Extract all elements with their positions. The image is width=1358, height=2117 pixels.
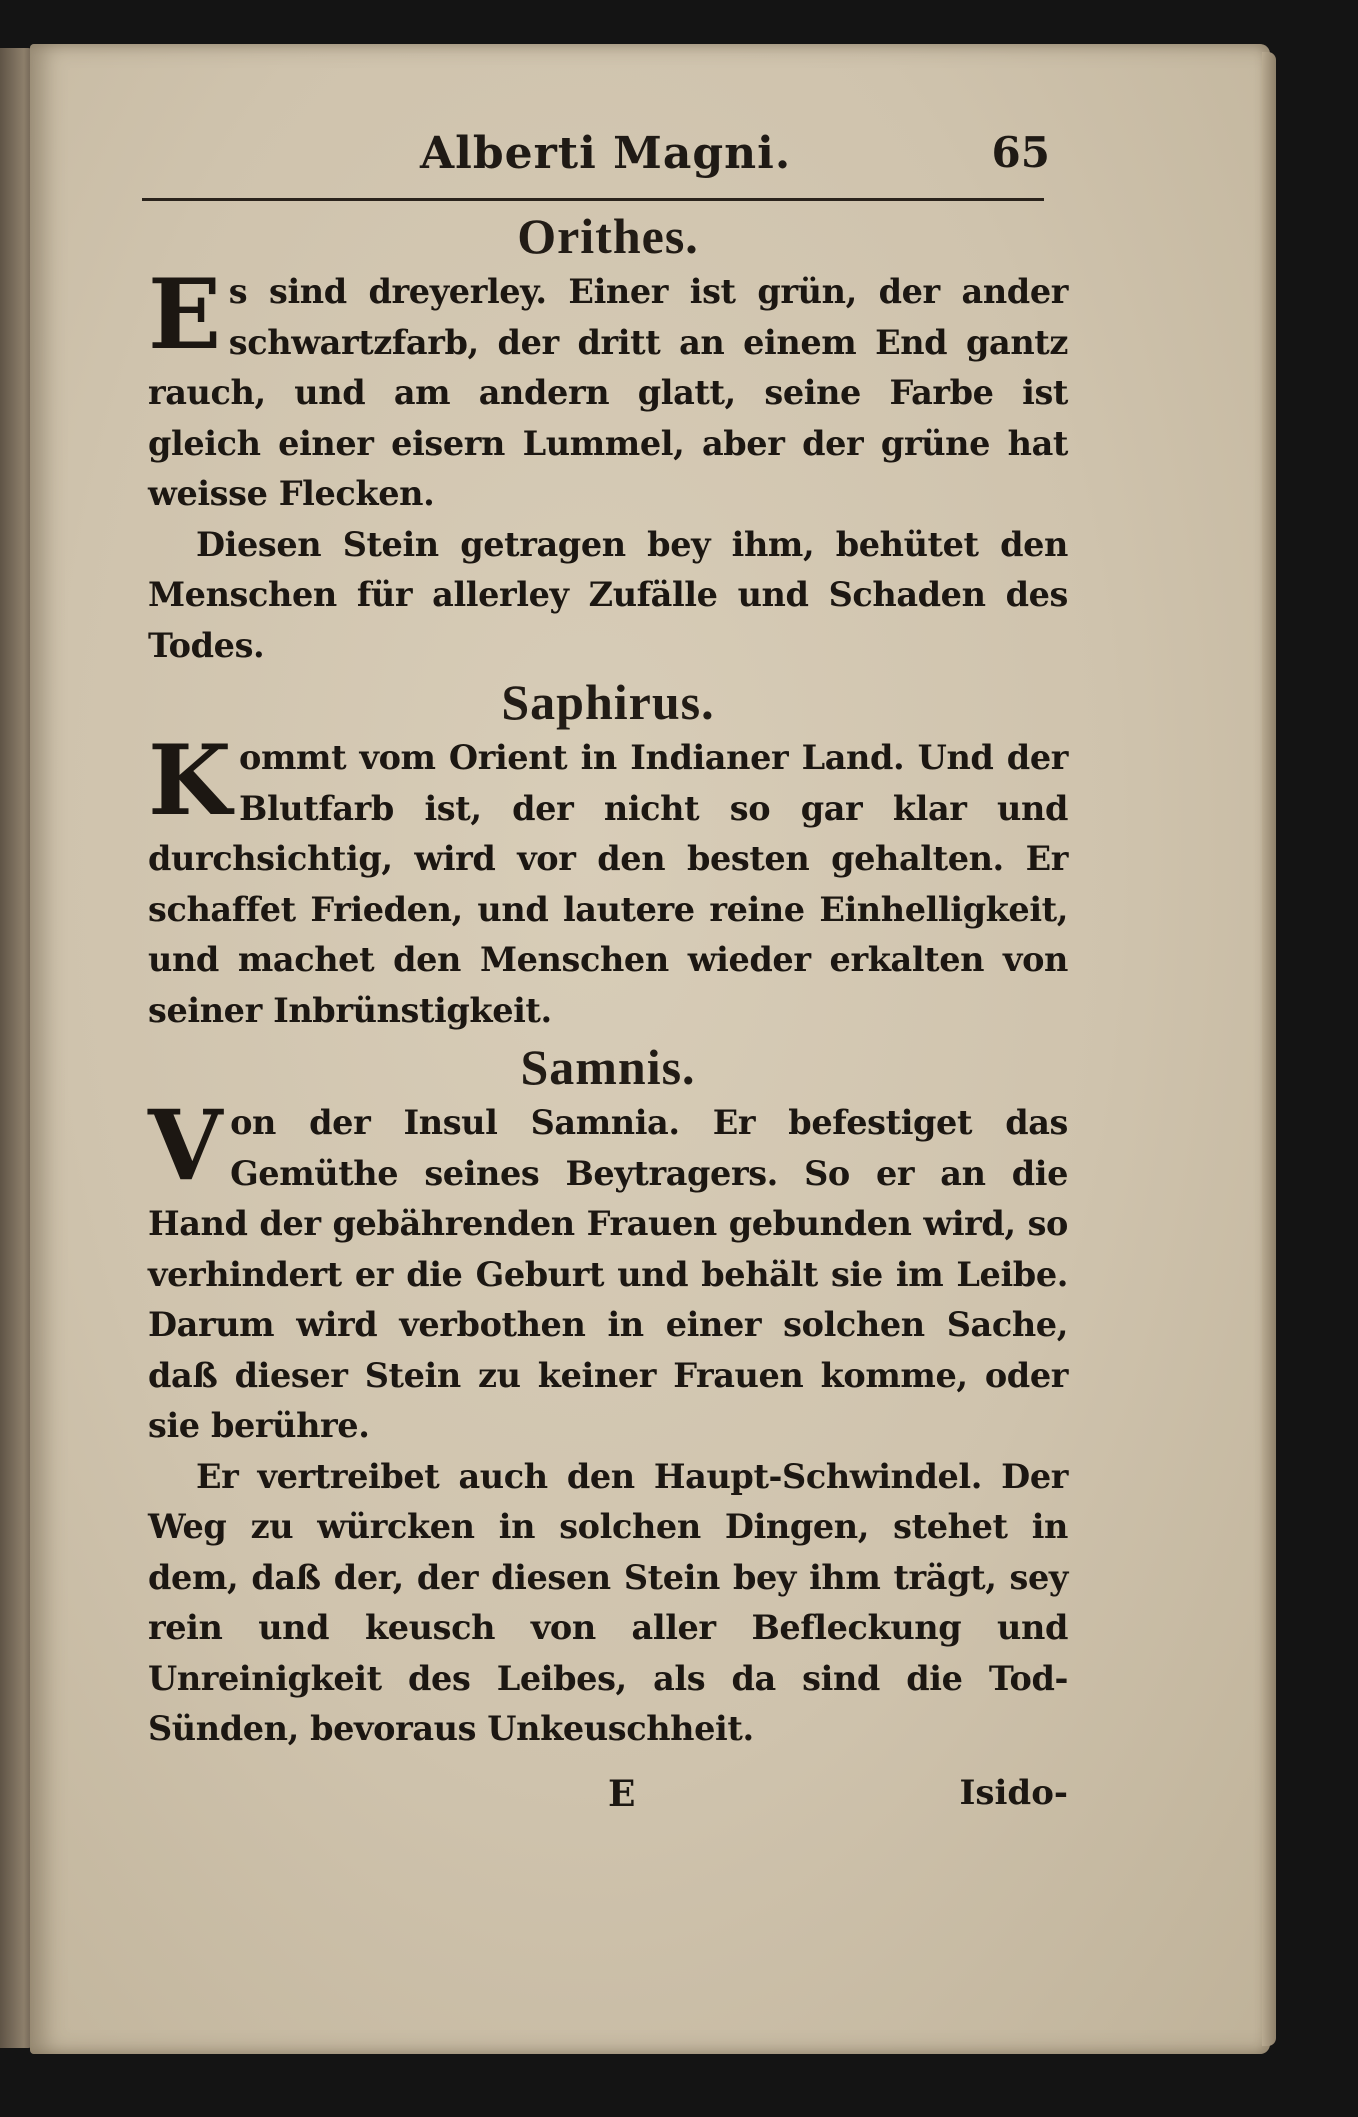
- signature-mark: E: [608, 1772, 636, 1815]
- drop-cap: E: [148, 258, 221, 371]
- paragraph-samnis-1: [148, 1089, 1068, 1452]
- paragraph-orithes-1: [148, 258, 1068, 520]
- text-block: [148, 205, 1068, 1833]
- page-number: 65: [991, 128, 1050, 177]
- paragraph-text: ommt vom Orient in Indianer Land. Und der Blutfarb ist, der nicht so gar klar und durchsichtig, wird vor den besten gehalten. Er schaffet Frieden, und lautere reine Einhelligkeit, und machet den Menschen wieder erkalten von seiner Inbrünstigkeit.: [148, 738, 1068, 1030]
- section-heading-orithes: Orithes.: [517, 208, 699, 264]
- paragraph-orithes-2: Diesen Stein getragen bey ihm, behütet den Menschen für allerley Zufälle und Schaden des Todes.: [148, 524, 1068, 665]
- catchword: Isido-: [959, 1772, 1068, 1813]
- paragraph-samnis-2: Er vertreibet auch den Haupt-Schwindel. Der Weg zu würcken in solchen Dingen, stehet in dem, daß der, der diesen Stein bey ihm trägt, sey rein und keusch von aller Befleckung und Unreinigkeit des Leibes, als da sind die Tod-Sünden, bevoraus Unkeuschheit.: [148, 1456, 1068, 1748]
- paragraph-text: on der Insul Samnia. Er befestiget das Gemüthe seines Beytragers. So er an die Hand der gebährenden Frauen gebunden wird, so verhindert er die Geburt und behält sie im Leibe. Darum wird verbothen in einer solchen Sache, daß dieser Stein zu keiner Frauen komme, oder sie berühre.: [148, 1103, 1068, 1445]
- page-fore-edge: [1262, 52, 1276, 2046]
- drop-cap: K: [148, 724, 232, 837]
- paragraph-saphirus-1: [148, 724, 1068, 1036]
- paragraph-text: s sind dreyerley. Einer ist grün, der ander schwartzfarb, der dritt an einem End gantz rauch, und am andern glatt, seine Farbe ist gleich einer eisern Lummel, aber der grüne hat weisse Flecken.: [148, 272, 1068, 513]
- running-title: Alberti Magni.: [420, 128, 792, 179]
- drop-cap: V: [148, 1089, 223, 1202]
- header-rule: [142, 198, 1044, 201]
- section-heading-samnis: Samnis.: [520, 1039, 696, 1095]
- page-footer: [148, 1773, 1068, 1833]
- left-page-edge: [0, 48, 34, 2048]
- section-heading-saphirus: Saphirus.: [501, 674, 715, 730]
- running-head: [140, 120, 1050, 190]
